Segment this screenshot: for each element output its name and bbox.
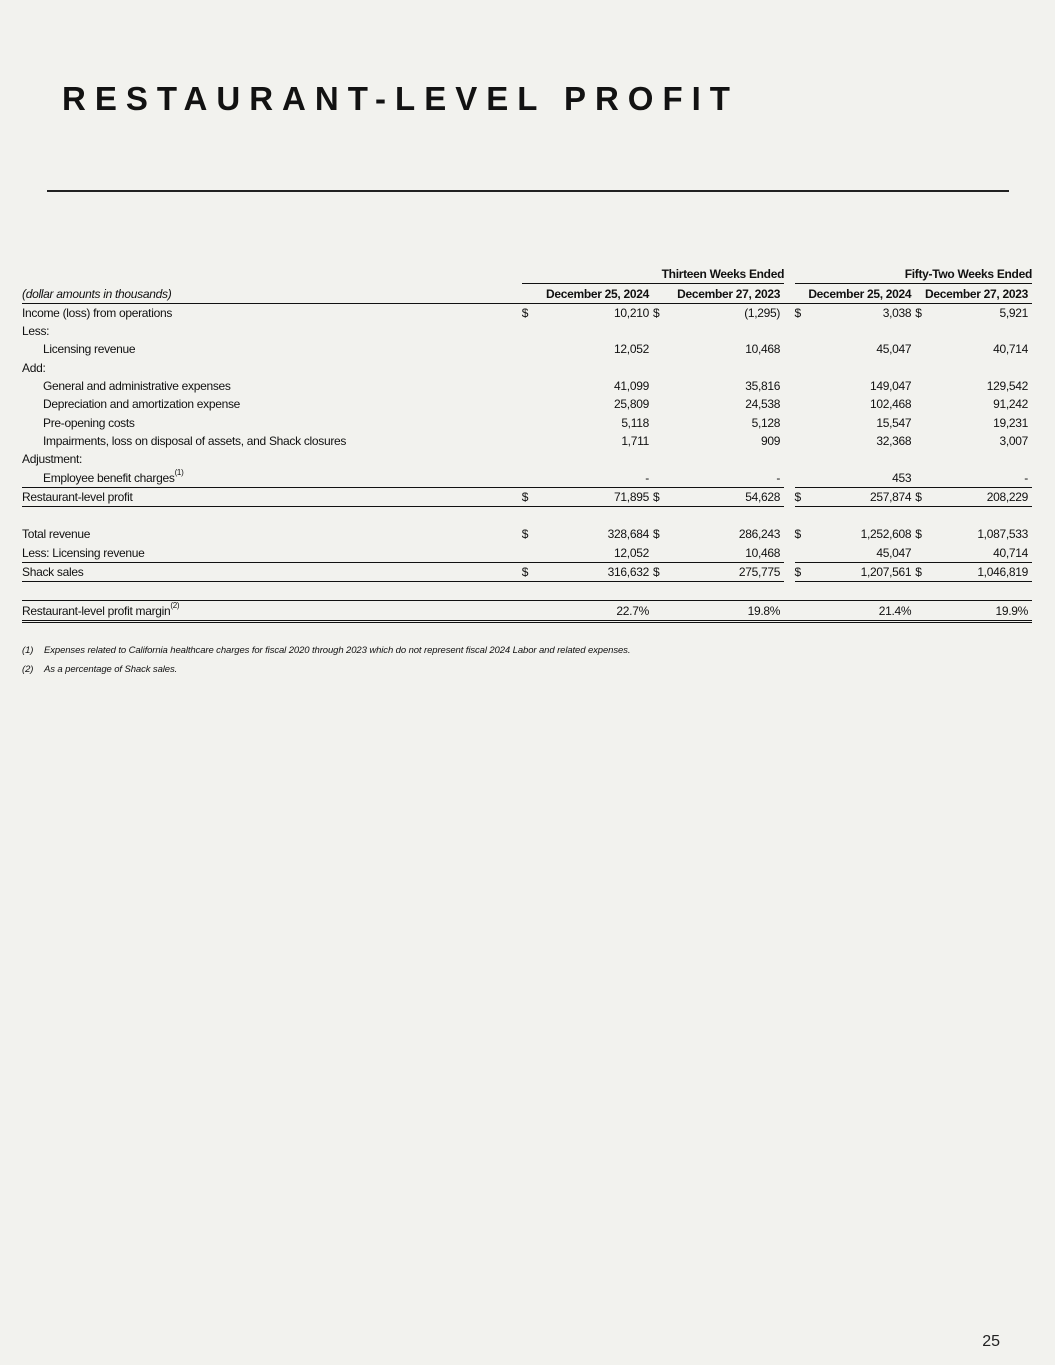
currency-symbol: $ (653, 562, 668, 581)
currency-symbol: $ (795, 562, 810, 581)
cell: 19.9% (930, 601, 1032, 621)
table-row-ga (22, 377, 1032, 395)
cell: 32,368 (876, 433, 912, 448)
cell: 22.7% (536, 601, 653, 621)
footnote-ref: (1) (174, 467, 184, 477)
spacer-row (22, 582, 1032, 601)
cell: 286,243 (738, 527, 781, 542)
table-row-margin (22, 601, 1032, 621)
page-title: RESTAURANT-LEVEL PROFIT (62, 80, 739, 117)
cell: 15,547 (876, 415, 912, 430)
group-header-row (22, 265, 1032, 284)
cell: 54,628 (668, 487, 785, 506)
currency-symbol: $ (652, 527, 660, 542)
footnote-ref: (2) (170, 600, 180, 610)
footnote-2: (2) As a percentage of Shack sales. (22, 664, 178, 675)
spacer-row (22, 506, 1032, 525)
table-row-da (22, 395, 1032, 413)
row-label: Pre-opening costs (43, 415, 135, 430)
table-row-less (22, 322, 1032, 340)
currency-symbol: $ (522, 487, 537, 506)
cell: 71,895 (536, 487, 653, 506)
row-label: General and administrative expenses (43, 379, 231, 394)
cell: 10,468 (668, 543, 785, 562)
cell: 40,714 (993, 342, 1028, 357)
table-row-add (22, 358, 1032, 376)
currency-symbol: $ (795, 487, 810, 506)
column-header-1: December 25, 2024 (522, 284, 653, 303)
section-label: Adjustment: (22, 452, 83, 467)
currency-symbol: $ (522, 562, 537, 581)
currency-symbol: $ (652, 305, 660, 320)
row-label: Depreciation and amortization expense (43, 397, 241, 412)
cell: 1,252,608 (860, 527, 912, 542)
table-row-total-revenue (22, 525, 1032, 543)
cell: 45,047 (876, 342, 912, 357)
row-label: Total revenue (22, 527, 91, 542)
cell: 5,921 (999, 305, 1028, 320)
cell: - (536, 468, 653, 487)
row-label: Restaurant-level profit margin$^{(2)}$ (22, 601, 522, 621)
cell: (1,295) (744, 305, 781, 320)
footnote-1: (1) Expenses related to California healthcare charges for fiscal 2020 through 2023 which do not represent fiscal 2024 Labor and related expenses. (22, 645, 631, 656)
row-label: Less: Licensing revenue (22, 543, 522, 562)
cell: 102,468 (870, 397, 912, 412)
row-label: Income (loss) from operations (22, 305, 173, 320)
currency-symbol: $ (794, 305, 801, 320)
cell: 1,207,561 (809, 562, 915, 581)
cell: 316,632 (536, 562, 653, 581)
restaurant-level-profit-table (22, 265, 1032, 623)
table-row-less-licensing (22, 543, 1032, 562)
footnotes (22, 645, 630, 683)
group-header-fifty-two-weeks: Fifty-Two Weeks Ended (795, 265, 1032, 284)
cell: 10,468 (745, 342, 781, 357)
cell: 24,538 (745, 397, 781, 412)
cell: 40,714 (930, 543, 1032, 562)
cell: 3,007 (999, 433, 1028, 448)
table-row-impairments (22, 432, 1032, 450)
currency-symbol: $ (915, 305, 922, 320)
cell: 1,046,819 (930, 562, 1032, 581)
currency-symbol: $ (653, 487, 668, 506)
cell: 1,087,533 (977, 527, 1028, 542)
cell: 41,099 (614, 379, 649, 394)
cell: 19,231 (993, 415, 1028, 430)
cell: 21.4% (809, 601, 915, 621)
row-label: Impairments, loss on disposal of assets, and Shack closures (43, 433, 347, 448)
table-row-adjustment (22, 450, 1032, 468)
column-header-row (22, 284, 1032, 303)
cell: 91,242 (993, 397, 1028, 412)
cell: 35,816 (745, 379, 781, 394)
page-number: 25 (982, 1333, 1000, 1350)
row-label: Licensing revenue (43, 342, 136, 357)
table-row-restaurant-level-profit (22, 487, 1032, 506)
cell: 45,047 (809, 543, 915, 562)
currency-symbol: $ (794, 527, 801, 542)
units-label: (dollar amounts in thousands) (22, 284, 522, 303)
column-header-2: December 27, 2023 (653, 284, 784, 303)
cell: 5,118 (621, 415, 649, 430)
cell: 3,038 (882, 305, 912, 320)
cell: 10,210 (614, 305, 649, 320)
group-header-thirteen-weeks: Thirteen Weeks Ended (522, 265, 784, 284)
cell: 149,047 (870, 379, 912, 394)
table-row-shack-sales (22, 562, 1032, 581)
currency-symbol: $ (521, 527, 529, 542)
row-label: Restaurant-level profit (22, 487, 522, 506)
cell: 257,874 (809, 487, 915, 506)
cell: - (930, 468, 1032, 487)
currency-symbol: $ (915, 562, 930, 581)
currency-symbol: $ (521, 305, 529, 320)
table-row-licensing (22, 340, 1032, 358)
title-divider (47, 190, 1009, 192)
cell: 453 (809, 468, 915, 487)
row-label: Employee benefit charges$^{(1)}$ (22, 468, 522, 487)
column-header-4: December 27, 2023 (915, 284, 1032, 303)
table-row-income (22, 303, 1032, 322)
cell: 275,775 (668, 562, 785, 581)
cell: 1,711 (621, 433, 649, 448)
cell: 12,052 (614, 342, 649, 357)
cell: 328,684 (607, 527, 649, 542)
table-row-preopen (22, 413, 1032, 431)
cell: 129,542 (986, 379, 1028, 394)
cell: 208,229 (930, 487, 1032, 506)
section-label: Add: (22, 360, 46, 375)
cell: 5,128 (751, 415, 781, 430)
currency-symbol: $ (915, 487, 930, 506)
section-label: Less: (22, 324, 50, 339)
cell: - (668, 468, 785, 487)
currency-symbol: $ (915, 527, 922, 542)
column-header-3: December 25, 2024 (795, 284, 916, 303)
table-row-employee (22, 468, 1032, 487)
cell: 25,809 (614, 397, 649, 412)
cell: 19.8% (668, 601, 785, 621)
cell: 12,052 (536, 543, 653, 562)
cell: 909 (761, 433, 781, 448)
row-label: Shack sales (22, 562, 522, 581)
